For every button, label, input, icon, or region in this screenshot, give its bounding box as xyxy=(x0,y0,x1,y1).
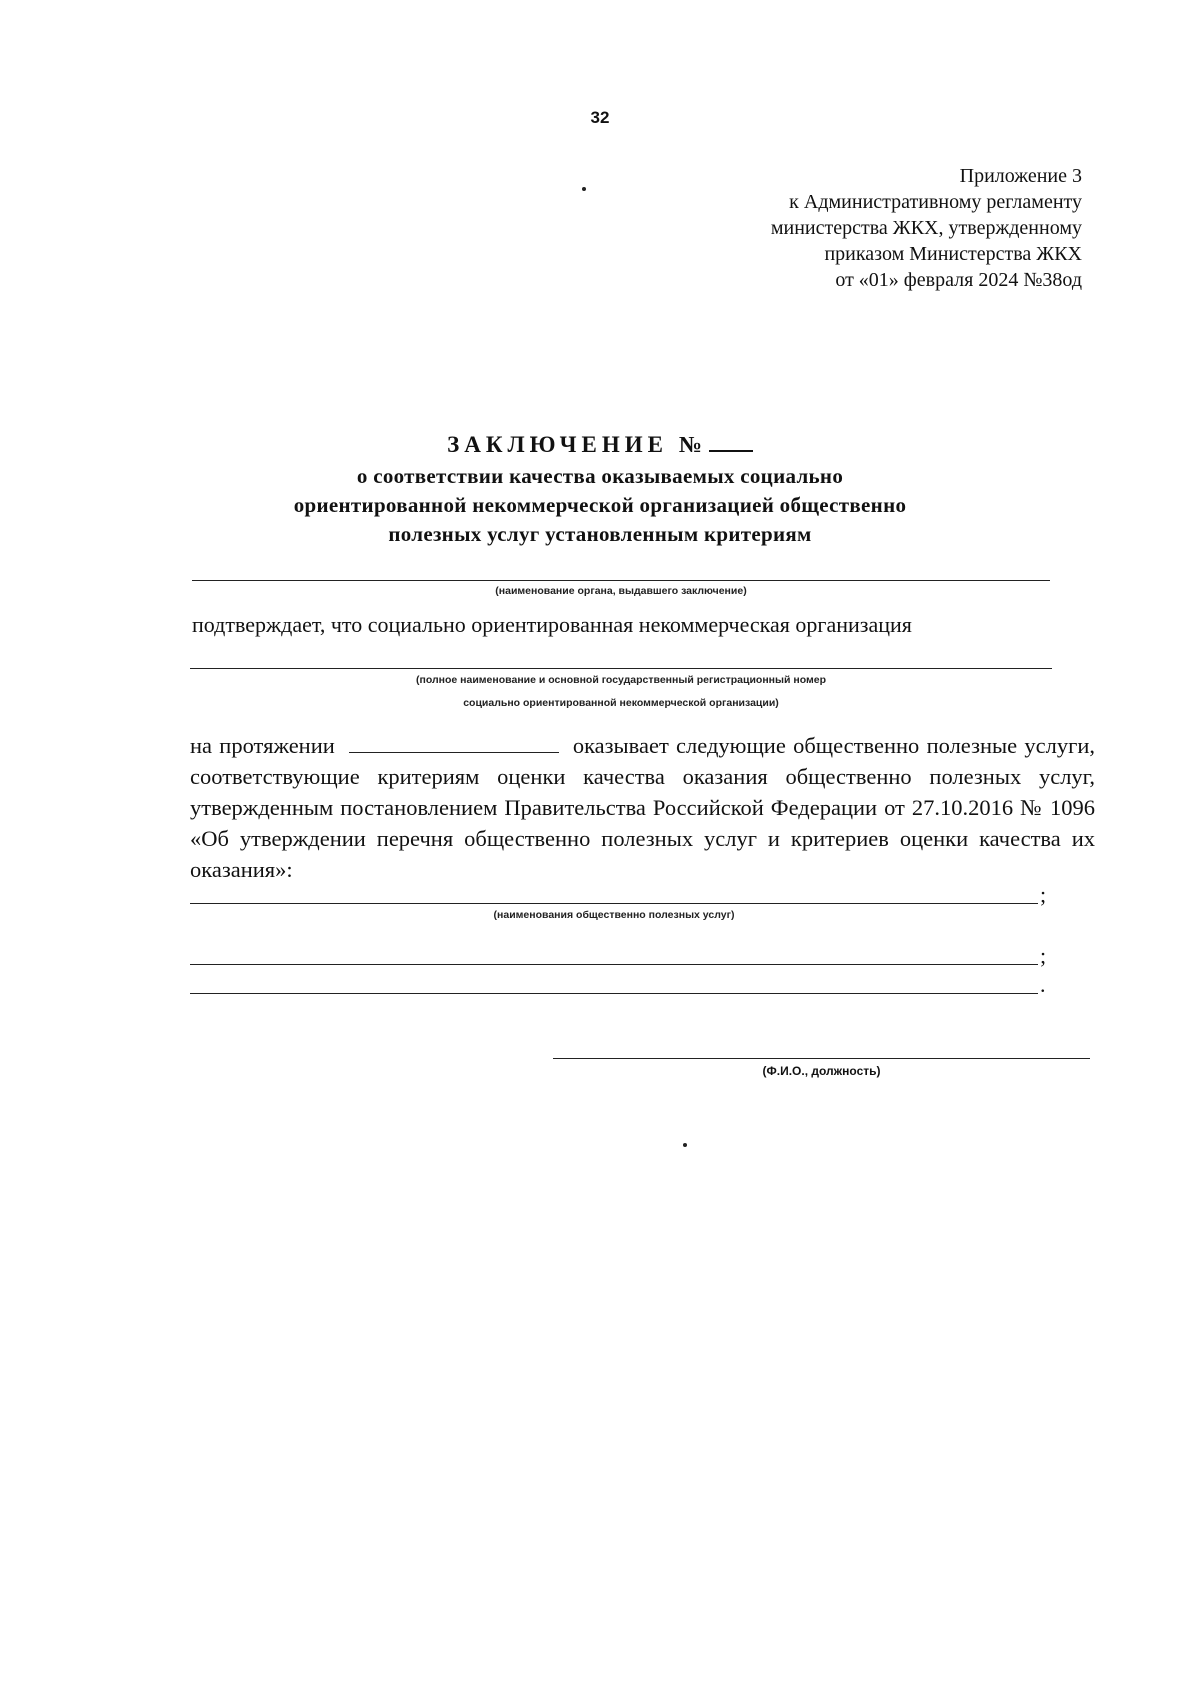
organ-caption: (наименование органа, выдавшего заключение) xyxy=(495,585,747,597)
appendix-line-4: приказом Министерства ЖКХ xyxy=(824,243,1082,265)
paragraph-start: на протяжении xyxy=(190,733,335,758)
services-paragraph xyxy=(190,730,1095,885)
title-sub-3: полезных услуг установленным критериям xyxy=(388,522,812,546)
appendix-line-2: к Административному регламенту xyxy=(789,191,1082,213)
title-sub-2: ориентированной некоммерческой организацией общественно xyxy=(293,493,907,517)
title-main xyxy=(0,428,1200,462)
document-title xyxy=(0,428,1200,549)
organization-caption-2: социально ориентированной некоммерческой организации) xyxy=(463,697,779,709)
signature-caption: (Ф.И.О., должность) xyxy=(762,1064,881,1078)
organization-fill-line[interactable] xyxy=(190,668,1052,669)
number-blank xyxy=(709,428,753,452)
services-fill-line-1[interactable] xyxy=(190,903,1038,904)
paragraph-rest: оказывает следующие общественно полезные услуги, соответствующие критериям оценки качества оказания общественно полезных услуг, утвержденным постановлением Правительства Российской Федерации от 27.10.2016 № 1096 «Об утверждении перечня общественно полезных услуг и критериев оценки качества их оказания»: xyxy=(190,733,1095,882)
signature-fill-line[interactable] xyxy=(553,1058,1090,1059)
scan-speck xyxy=(582,187,586,191)
semicolon-1: ; xyxy=(1040,882,1047,907)
period-blank[interactable] xyxy=(349,732,559,753)
page-number: 32 xyxy=(590,108,610,127)
confirms-text: подтверждает, что социально ориентированная некоммерческая организация xyxy=(192,612,912,637)
title-sub-1: о соответствии качества оказываемых социально xyxy=(356,464,844,488)
final-period: . xyxy=(1040,972,1046,997)
appendix-header xyxy=(771,163,1082,293)
scan-speck-2 xyxy=(683,1143,687,1147)
title-main-text: ЗАКЛЮЧЕНИЕ № xyxy=(447,432,707,457)
services-fill-line-3[interactable] xyxy=(190,993,1038,994)
semicolon-2: ; xyxy=(1040,943,1047,968)
services-fill-line-2[interactable] xyxy=(190,964,1038,965)
services-caption: (наименования общественно полезных услуг) xyxy=(493,909,735,921)
organization-caption-1: (полное наименование и основной государственный регистрационный номер xyxy=(415,674,827,686)
appendix-line-1: Приложение 3 xyxy=(959,165,1082,187)
appendix-line-3: министерства ЖКХ, утвержденному xyxy=(770,217,1082,239)
appendix-line-5: от «01» февраля 2024 №38од xyxy=(835,269,1082,291)
organ-fill-line[interactable] xyxy=(192,580,1050,581)
